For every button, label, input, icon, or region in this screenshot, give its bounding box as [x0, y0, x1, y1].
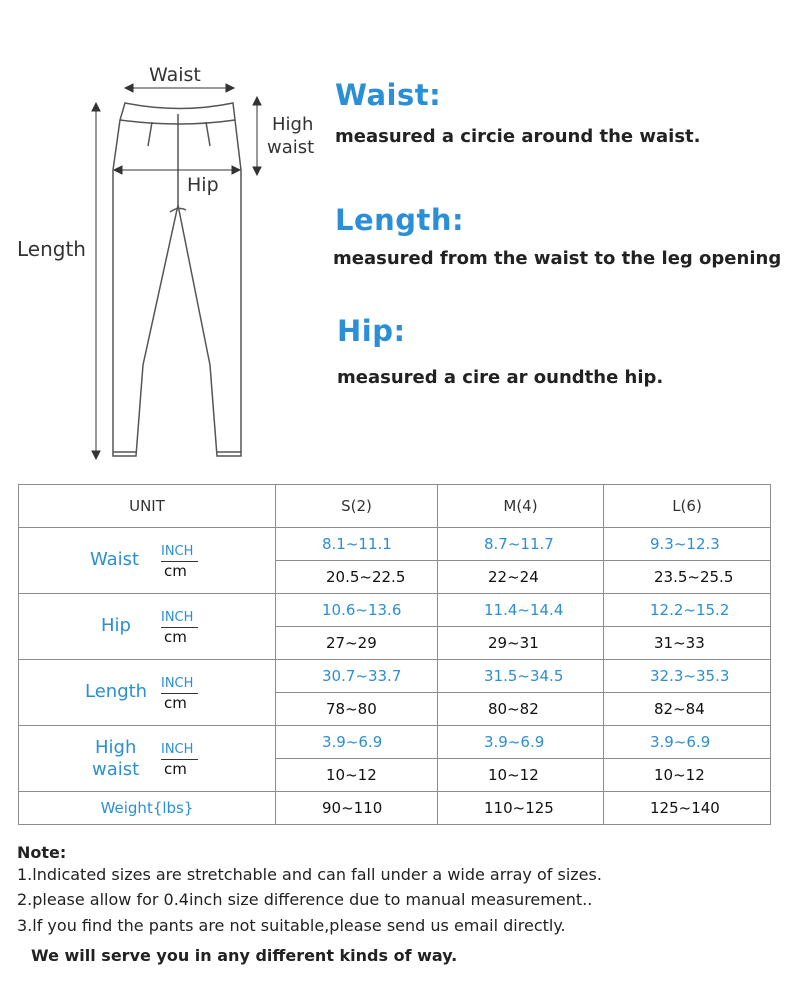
unit-inch: INCH	[161, 544, 194, 559]
row-name: waist	[92, 759, 140, 780]
row-name: Hip	[101, 615, 131, 636]
cell-inch: 8.1~11.1	[276, 528, 438, 561]
length-heading: Length:	[335, 203, 465, 237]
cell-inch: 9.3~12.3	[604, 528, 771, 561]
cell-cm: 10~12	[438, 759, 604, 792]
diagram-waist-label: Waist	[149, 64, 201, 86]
note-line-1: 1.lndicated sizes are stretchable and can fall under a wide array of sizes.	[17, 865, 602, 884]
cell-cm: 22~24	[438, 561, 604, 594]
waist-heading: Waist:	[335, 78, 442, 112]
table-row	[19, 726, 771, 759]
diagram-hip-label: Hip	[187, 174, 219, 196]
cell-weight: 90~110	[276, 792, 438, 825]
header-m: M(4)	[438, 485, 604, 528]
unit-cm: cm	[164, 628, 187, 646]
cell-weight: 125~140	[604, 792, 771, 825]
row-name: Waist	[90, 549, 140, 570]
cell-cm: 10~12	[604, 759, 771, 792]
table-row	[19, 528, 771, 561]
cell-cm: 78~80	[276, 693, 438, 726]
cell-inch: 31.5~34.5	[438, 660, 604, 693]
table-row	[19, 660, 771, 693]
diagram-high-label: High	[272, 114, 314, 135]
cell-cm: 80~82	[438, 693, 604, 726]
row-label-length	[19, 660, 276, 726]
table-row	[19, 594, 771, 627]
row-label-high-waist	[19, 726, 276, 792]
cell-inch: 8.7~11.7	[438, 528, 604, 561]
diagram-length-label: Length	[17, 237, 86, 261]
table-header-row	[19, 485, 771, 528]
unit-cm: cm	[164, 562, 187, 580]
unit-cm: cm	[164, 760, 187, 778]
cell-inch: 3.9~6.9	[604, 726, 771, 759]
row-label-weight: Weight{lbs}	[19, 792, 276, 825]
cell-inch: 32.3~35.3	[604, 660, 771, 693]
cell-inch: 11.4~14.4	[438, 594, 604, 627]
cell-inch: 30.7~33.7	[276, 660, 438, 693]
hip-heading: Hip:	[337, 314, 406, 348]
cell-inch: 12.2~15.2	[604, 594, 771, 627]
cell-cm: 82~84	[604, 693, 771, 726]
row-name: High	[95, 737, 137, 758]
cell-weight: 110~125	[438, 792, 604, 825]
cell-inch: 3.9~6.9	[438, 726, 604, 759]
notes-closing: We will serve you in any different kinds of way.	[31, 946, 458, 965]
row-label-waist	[19, 528, 276, 594]
cell-cm: 27~29	[276, 627, 438, 660]
size-table	[18, 484, 771, 825]
header-l: L(6)	[604, 485, 771, 528]
note-line-2: 2.please allow for 0.4inch size difference due to manual measurement..	[17, 890, 593, 909]
cell-cm: 23.5~25.5	[604, 561, 771, 594]
header-s: S(2)	[276, 485, 438, 528]
hip-description: measured a cire ar oundthe hip.	[337, 367, 664, 388]
pants-outline	[113, 103, 241, 456]
cell-inch: 10.6~13.6	[276, 594, 438, 627]
table-row	[19, 792, 771, 825]
unit-inch: INCH	[161, 676, 194, 691]
waist-description: measured a circie around the waist.	[335, 126, 701, 147]
row-name: Length	[85, 681, 148, 702]
length-description: measured from the waist to the leg opening	[333, 248, 782, 269]
diagram-waist2-label: waist	[267, 137, 315, 158]
unit-inch: INCH	[161, 742, 194, 757]
cell-cm: 20.5~22.5	[276, 561, 438, 594]
row-label-hip	[19, 594, 276, 660]
cell-cm: 31~33	[604, 627, 771, 660]
cell-inch: 3.9~6.9	[276, 726, 438, 759]
notes-title: Note:	[17, 843, 67, 862]
unit-cm: cm	[164, 694, 187, 712]
cell-cm: 10~12	[276, 759, 438, 792]
unit-inch: INCH	[161, 610, 194, 625]
header-unit: UNIT	[19, 485, 276, 528]
cell-cm: 29~31	[438, 627, 604, 660]
note-line-3: 3.lf you find the pants are not suitable,please send us email directly.	[17, 916, 566, 935]
